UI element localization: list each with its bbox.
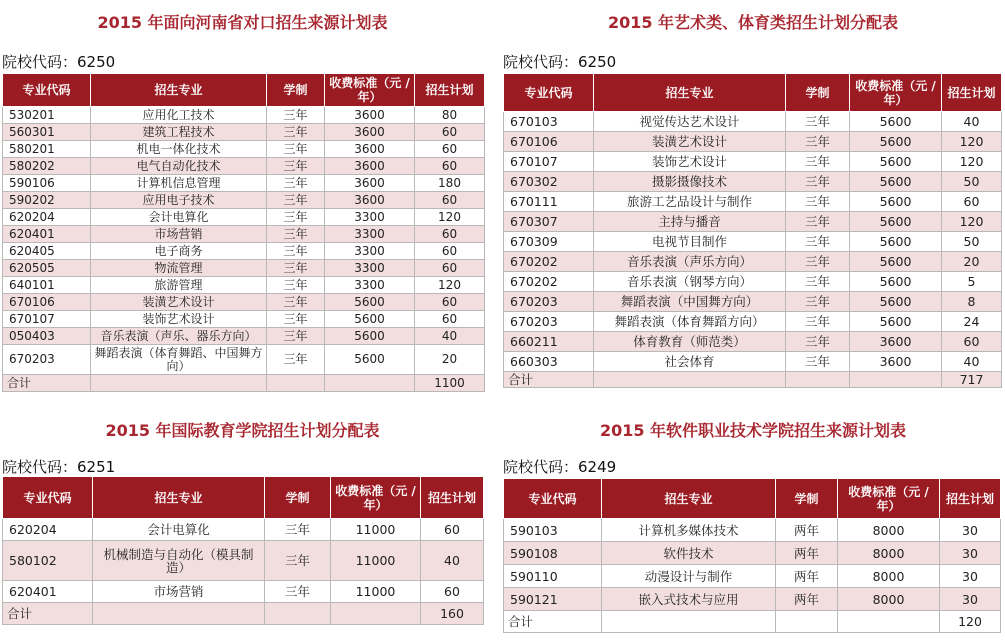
- major-name: 软件技术: [602, 542, 776, 565]
- fee: 11000: [331, 541, 421, 581]
- table-row: [3, 581, 484, 603]
- total-empty-cell: [93, 603, 265, 625]
- total-label: 合计: [504, 372, 594, 388]
- fee: 8000: [838, 519, 940, 542]
- fee: 8000: [838, 565, 940, 588]
- header-major: 招生专业: [93, 477, 265, 519]
- table-row: [3, 277, 485, 294]
- duration: 三年: [267, 328, 325, 345]
- header-fee: 收费标准（元 / 年）: [850, 74, 942, 112]
- fee: 3600: [850, 352, 942, 372]
- plan-count: 120: [415, 209, 485, 226]
- header-major: 招生专业: [91, 74, 267, 107]
- table-row: [504, 565, 1001, 588]
- duration: 三年: [786, 212, 850, 232]
- duration: 三年: [786, 292, 850, 312]
- duration: 三年: [267, 175, 325, 192]
- table-row: [504, 588, 1001, 611]
- major-code: 620505: [3, 260, 91, 277]
- header-duration: 学制: [265, 477, 331, 519]
- plan-count: 60: [942, 192, 1002, 212]
- major-name: 应用化工技术: [91, 107, 267, 124]
- total-empty-cell: [331, 603, 421, 625]
- major-name: 会计电算化: [93, 519, 265, 541]
- table4-school-code: 院校代码：6249: [503, 458, 617, 476]
- plan-count: 60: [415, 260, 485, 277]
- fee: 3300: [325, 260, 415, 277]
- major-code: 560301: [3, 124, 91, 141]
- table-row: [504, 312, 1002, 332]
- total-value: 1100: [415, 375, 485, 392]
- major-code: 670203: [504, 292, 594, 312]
- fee: 3600: [325, 158, 415, 175]
- plan-count: 60: [415, 243, 485, 260]
- total-value: 717: [942, 372, 1002, 388]
- header-plan: 招生计划: [421, 477, 484, 519]
- total-empty-cell: [776, 611, 838, 633]
- fee: 5600: [850, 232, 942, 252]
- fee: 8000: [838, 588, 940, 611]
- major-code: 670202: [504, 252, 594, 272]
- duration: 三年: [786, 132, 850, 152]
- major-name: 动漫设计与制作: [602, 565, 776, 588]
- table3: [2, 476, 484, 625]
- header-plan: 招生计划: [940, 479, 1001, 519]
- major-code: 670302: [504, 172, 594, 192]
- plan-count: 120: [942, 212, 1002, 232]
- total-empty-cell: [850, 372, 942, 388]
- fee: 5600: [850, 272, 942, 292]
- total-empty-cell: [602, 611, 776, 633]
- plan-count: 180: [415, 175, 485, 192]
- fee: 5600: [850, 252, 942, 272]
- major-code: 670111: [504, 192, 594, 212]
- major-code: 580102: [3, 541, 93, 581]
- major-code: 590106: [3, 175, 91, 192]
- table1-school-code: 院校代码：6250: [2, 53, 116, 71]
- plan-count: 60: [415, 294, 485, 311]
- duration: 三年: [265, 541, 331, 581]
- plan-count: 60: [415, 226, 485, 243]
- major-name: 旅游工艺品设计与制作: [594, 192, 786, 212]
- major-name: 装饰艺术设计: [594, 152, 786, 172]
- total-empty-cell: [91, 375, 267, 392]
- table-row: [3, 124, 485, 141]
- major-name: 舞蹈表演（中国舞方向）: [594, 292, 786, 312]
- major-code: 670203: [504, 312, 594, 332]
- table-row: [3, 226, 485, 243]
- plan-count: 20: [942, 252, 1002, 272]
- major-code: 590121: [504, 588, 602, 611]
- table3-title: 2015 年国际教育学院招生计划分配表: [105, 421, 380, 440]
- table-row: [3, 294, 485, 311]
- header-duration: 学制: [786, 74, 850, 112]
- fee: 5600: [325, 345, 415, 375]
- duration: 三年: [786, 192, 850, 212]
- total-empty-cell: [265, 603, 331, 625]
- plan-count: 30: [940, 519, 1001, 542]
- duration: 三年: [786, 352, 850, 372]
- table-row: [3, 328, 485, 345]
- major-name: 计算机信息管理: [91, 175, 267, 192]
- total-empty-cell: [325, 375, 415, 392]
- fee: 3300: [325, 209, 415, 226]
- table-row: [3, 311, 485, 328]
- duration: 三年: [786, 232, 850, 252]
- header-duration: 学制: [776, 479, 838, 519]
- major-name: 旅游管理: [91, 277, 267, 294]
- total-empty-cell: [594, 372, 786, 388]
- major-name: 摄影摄像技术: [594, 172, 786, 192]
- plan-count: 60: [421, 581, 484, 603]
- duration: 三年: [267, 243, 325, 260]
- fee: 3600: [325, 107, 415, 124]
- total-value: 120: [940, 611, 1001, 633]
- major-code: 590108: [504, 542, 602, 565]
- header-code: 专业代码: [3, 74, 91, 107]
- table-row: [504, 519, 1001, 542]
- major-code: 590103: [504, 519, 602, 542]
- major-code: 670106: [3, 294, 91, 311]
- duration: 三年: [267, 294, 325, 311]
- major-code: 620204: [3, 519, 93, 541]
- major-name: 物流管理: [91, 260, 267, 277]
- duration: 三年: [786, 312, 850, 332]
- major-code: 670202: [504, 272, 594, 292]
- major-code: 530201: [3, 107, 91, 124]
- plan-count: 50: [942, 232, 1002, 252]
- plan-count: 40: [942, 112, 1002, 132]
- table-row: [3, 519, 484, 541]
- fee: 5600: [850, 152, 942, 172]
- table4-title: 2015 年软件职业技术学院招生来源计划表: [599, 421, 907, 440]
- plan-count: 24: [942, 312, 1002, 332]
- duration: 三年: [267, 311, 325, 328]
- table-row: [504, 542, 1001, 565]
- table1-title: 2015 年面向河南省对口招生来源计划表: [97, 13, 388, 32]
- plan-count: 30: [940, 565, 1001, 588]
- table-row: [504, 272, 1002, 292]
- major-code: 660211: [504, 332, 594, 352]
- major-code: 590110: [504, 565, 602, 588]
- table-row: [504, 172, 1002, 192]
- header-code: 专业代码: [504, 74, 594, 112]
- total-row: [504, 372, 1002, 388]
- table-row: [3, 158, 485, 175]
- duration: 三年: [267, 277, 325, 294]
- header-major: 招生专业: [602, 479, 776, 519]
- duration: 两年: [776, 542, 838, 565]
- duration: 三年: [786, 172, 850, 192]
- duration: 两年: [776, 519, 838, 542]
- total-empty-cell: [786, 372, 850, 388]
- table-row: [3, 260, 485, 277]
- major-name: 计算机多媒体技术: [602, 519, 776, 542]
- total-label: 合计: [504, 611, 602, 633]
- major-name: 装潢艺术设计: [594, 132, 786, 152]
- table-row: [504, 132, 1002, 152]
- plan-count: 60: [415, 311, 485, 328]
- fee: 3600: [325, 192, 415, 209]
- duration: 三年: [786, 252, 850, 272]
- major-code: 580201: [3, 141, 91, 158]
- major-name: 会计电算化: [91, 209, 267, 226]
- major-code: 660303: [504, 352, 594, 372]
- major-name: 舞蹈表演（体育舞蹈方向）: [594, 312, 786, 332]
- table-row: [3, 141, 485, 158]
- table-row: [504, 332, 1002, 352]
- plan-count: 120: [942, 152, 1002, 172]
- header-code: 专业代码: [3, 477, 93, 519]
- table-row: [504, 292, 1002, 312]
- header-duration: 学制: [267, 74, 325, 107]
- plan-count: 20: [415, 345, 485, 375]
- fee: 5600: [850, 172, 942, 192]
- plan-count: 8: [942, 292, 1002, 312]
- fee: 5600: [325, 328, 415, 345]
- duration: 三年: [267, 260, 325, 277]
- duration: 两年: [776, 565, 838, 588]
- total-row: [3, 603, 484, 625]
- table2: [503, 73, 1002, 388]
- major-name: 音乐表演（钢琴方向）: [594, 272, 786, 292]
- total-row: [504, 611, 1001, 633]
- header-fee: 收费标准（元 / 年）: [838, 479, 940, 519]
- major-name: 体育教育（师范类）: [594, 332, 786, 352]
- total-empty-cell: [267, 375, 325, 392]
- major-name: 主持与播音: [594, 212, 786, 232]
- major-name: 嵌入式技术与应用: [602, 588, 776, 611]
- total-empty-cell: [838, 611, 940, 633]
- plan-count: 5: [942, 272, 1002, 292]
- duration: 三年: [267, 226, 325, 243]
- plan-count: 60: [415, 158, 485, 175]
- fee: 5600: [850, 132, 942, 152]
- duration: 三年: [267, 141, 325, 158]
- total-row: [3, 375, 485, 392]
- table-row: [504, 112, 1002, 132]
- duration: 三年: [267, 345, 325, 375]
- major-code: 670106: [504, 132, 594, 152]
- duration: 三年: [265, 581, 331, 603]
- header-code: 专业代码: [504, 479, 602, 519]
- major-code: 670309: [504, 232, 594, 252]
- fee: 8000: [838, 542, 940, 565]
- table3-school-code: 院校代码：6251: [2, 458, 116, 476]
- table-row: [3, 107, 485, 124]
- fee: 5600: [850, 192, 942, 212]
- total-value: 160: [421, 603, 484, 625]
- header-plan: 招生计划: [415, 74, 485, 107]
- plan-count: 60: [415, 124, 485, 141]
- table-row: [504, 192, 1002, 212]
- plan-count: 40: [415, 328, 485, 345]
- plan-count: 40: [421, 541, 484, 581]
- duration: 三年: [267, 124, 325, 141]
- table2-title: 2015 年艺术类、体育类招生计划分配表: [607, 13, 899, 32]
- plan-count: 60: [942, 332, 1002, 352]
- table-row: [3, 209, 485, 226]
- fee: 3300: [325, 243, 415, 260]
- major-name: 市场营销: [91, 226, 267, 243]
- major-name: 视觉传达艺术设计: [594, 112, 786, 132]
- plan-count: 50: [942, 172, 1002, 192]
- major-name: 机械制造与自动化（模具制造）: [93, 541, 265, 581]
- header-fee: 收费标准（元 / 年）: [331, 477, 421, 519]
- major-code: 670107: [3, 311, 91, 328]
- duration: 三年: [786, 112, 850, 132]
- fee: 3600: [325, 124, 415, 141]
- plan-count: 120: [415, 277, 485, 294]
- major-name: 市场营销: [93, 581, 265, 603]
- total-label: 合计: [3, 375, 91, 392]
- major-code: 670107: [504, 152, 594, 172]
- table-row: [3, 541, 484, 581]
- fee: 11000: [331, 519, 421, 541]
- table2-school-code: 院校代码：6250: [503, 53, 617, 71]
- fee: 5600: [850, 292, 942, 312]
- duration: 三年: [267, 209, 325, 226]
- fee: 3300: [325, 277, 415, 294]
- duration: 三年: [786, 332, 850, 352]
- major-code: 580202: [3, 158, 91, 175]
- plan-count: 60: [415, 141, 485, 158]
- major-code: 050403: [3, 328, 91, 345]
- header-major: 招生专业: [594, 74, 786, 112]
- duration: 三年: [786, 272, 850, 292]
- fee: 3600: [325, 141, 415, 158]
- major-name: 音乐表演（声乐方向）: [594, 252, 786, 272]
- plan-count: 60: [415, 192, 485, 209]
- table4: [503, 478, 1001, 633]
- major-name: 舞蹈表演（体育舞蹈、中国舞方向）: [91, 345, 267, 375]
- table1: [2, 73, 485, 392]
- table-row: [3, 345, 485, 375]
- duration: 三年: [267, 158, 325, 175]
- duration: 两年: [776, 588, 838, 611]
- table-row: [504, 252, 1002, 272]
- plan-count: 40: [942, 352, 1002, 372]
- table-row: [504, 352, 1002, 372]
- plan-count: 30: [940, 542, 1001, 565]
- major-name: 音乐表演（声乐、器乐方向）: [91, 328, 267, 345]
- fee: 11000: [331, 581, 421, 603]
- table-row: [504, 212, 1002, 232]
- plan-count: 120: [942, 132, 1002, 152]
- table-row: [3, 192, 485, 209]
- major-name: 社会体育: [594, 352, 786, 372]
- plan-count: 80: [415, 107, 485, 124]
- major-name: 电子商务: [91, 243, 267, 260]
- table-row: [504, 152, 1002, 172]
- major-name: 电视节目制作: [594, 232, 786, 252]
- major-name: 装潢艺术设计: [91, 294, 267, 311]
- major-name: 装饰艺术设计: [91, 311, 267, 328]
- duration: 三年: [267, 107, 325, 124]
- fee: 5600: [325, 294, 415, 311]
- fee: 3600: [850, 332, 942, 352]
- table-row: [3, 175, 485, 192]
- duration: 三年: [786, 152, 850, 172]
- fee: 5600: [850, 212, 942, 232]
- major-name: 电气自动化技术: [91, 158, 267, 175]
- major-code: 670203: [3, 345, 91, 375]
- header-fee: 收费标准（元 / 年）: [325, 74, 415, 107]
- major-code: 620405: [3, 243, 91, 260]
- major-code: 670103: [504, 112, 594, 132]
- total-label: 合计: [3, 603, 93, 625]
- major-name: 应用电子技术: [91, 192, 267, 209]
- fee: 5600: [850, 112, 942, 132]
- header-plan: 招生计划: [942, 74, 1002, 112]
- major-code: 620401: [3, 226, 91, 243]
- major-code: 620204: [3, 209, 91, 226]
- duration: 三年: [267, 192, 325, 209]
- table-row: [3, 243, 485, 260]
- fee: 3600: [325, 175, 415, 192]
- major-code: 620401: [3, 581, 93, 603]
- duration: 三年: [265, 519, 331, 541]
- table-row: [504, 232, 1002, 252]
- major-code: 590202: [3, 192, 91, 209]
- fee: 3300: [325, 226, 415, 243]
- fee: 5600: [325, 311, 415, 328]
- major-code: 640101: [3, 277, 91, 294]
- fee: 5600: [850, 312, 942, 332]
- plan-count: 60: [421, 519, 484, 541]
- major-name: 机电一体化技术: [91, 141, 267, 158]
- plan-count: 30: [940, 588, 1001, 611]
- major-name: 建筑工程技术: [91, 124, 267, 141]
- major-code: 670307: [504, 212, 594, 232]
